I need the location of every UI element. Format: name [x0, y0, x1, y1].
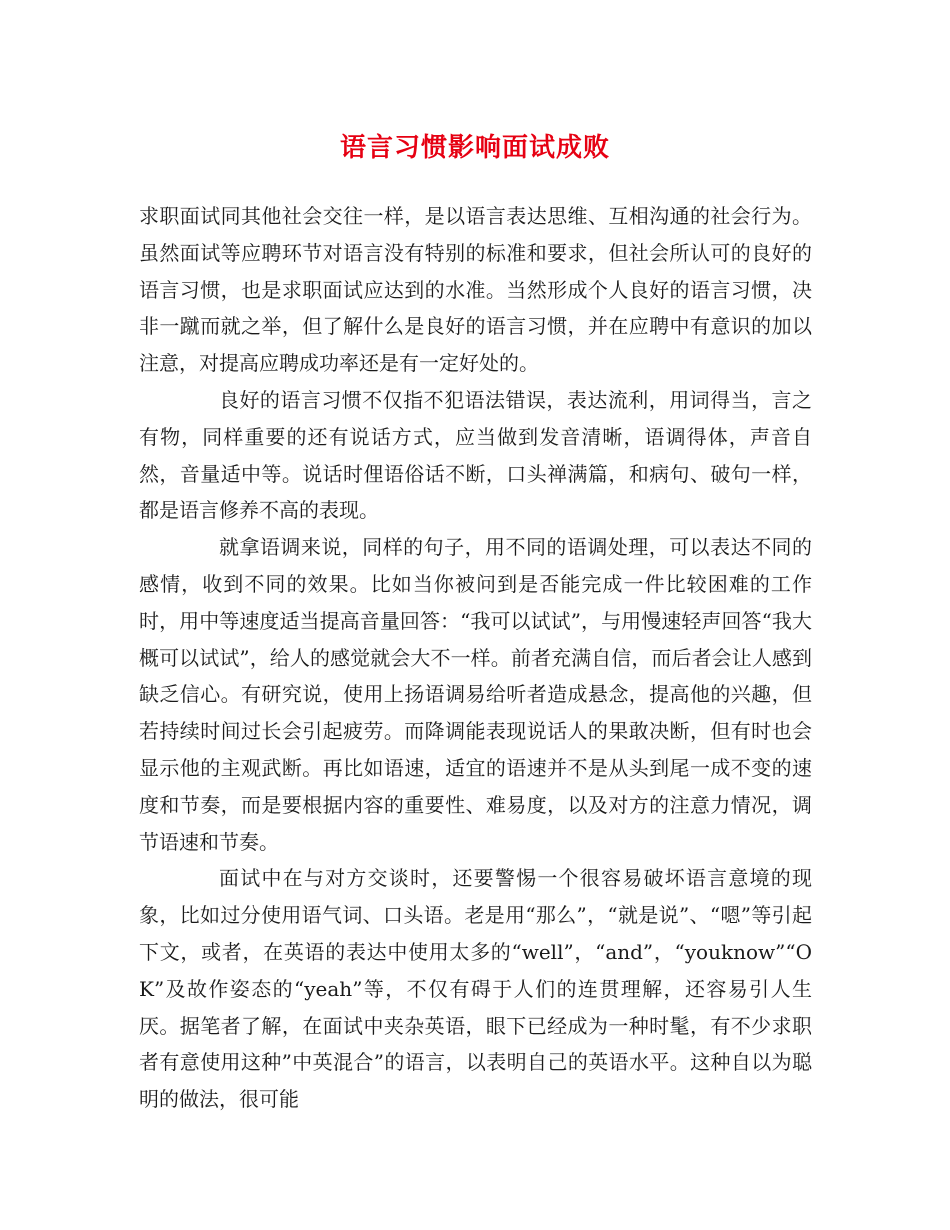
document-body: [139, 198, 812, 1118]
paragraph-1: 求职面试同其他社会交往一样，是以语言表达思维、互相沟通的社会行为。虽然面试等应聘环节对语言没有特别的标准和要求，但社会所认可的良好的语言习惯，也是求职面试应达到的水准。当然形成个人良好的语言习惯，决非一蹴而就之举，但了解什么是良好的语言习惯，并在应聘中有意识的加以注意，对提高应聘成功率还是有一定好处的。: [139, 204, 812, 376]
paragraph-3: 就拿语调来说，同样的句子，用不同的语调处理，可以表达不同的感情，收到不同的效果。比如当你被问到是否能完成一件比较困难的工作时，用中等速度适当提高音量回答：“我可以试试”，与用慢速轻声回答“我大概可以试试”，给人的感觉就会大不一样。前者充满自信，而后者会让人感到缺乏信心。有研究说，使用上扬语调易给听者造成悬念，提高他的兴趣，但若持续时间过长会引起疲劳。而降调能表现说话人的果敢决断，但有时也会显示他的主观武断。再比如语速，适宜的语速并不是从头到尾一成不变的速度和节奏，而是要根据内容的重要性、难易度，以及对方的注意力情况，调节语速和节奏。: [139, 535, 812, 854]
paragraph-2: 良好的语言习惯不仅指不犯语法错误，表达流利，用词得当，言之有物，同样重要的还有说话方式，应当做到发音清晰，语调得体，声音自然，音量适中等。说话时俚语俗话不断，口头禅满篇，和病句、破句一样，都是语言修养不高的表现。: [139, 387, 812, 523]
document-title: 语言习惯影响面试成败: [339, 133, 610, 163]
paragraph-4: 面试中在与对方交谈时，还要警惕一个很容易破坏语言意境的现象，比如过分使用语气词、口头语。老是用“那么”，“就是说”、“嗯”等引起下文，或者，在英语的表达中使用太多的“well”，“and”，“youknow”“OK”及故作姿态的“yeah”等，不仅有碍于人们的连贯理解，还容易引人生厌。据笔者了解，在面试中夹杂英语，眼下已经成为一种时髦，有不少求职者有意使用这种”中英混合”的语言，以表明自己的英语水平。这种自以为聪明的做法，很可能: [139, 866, 812, 1112]
